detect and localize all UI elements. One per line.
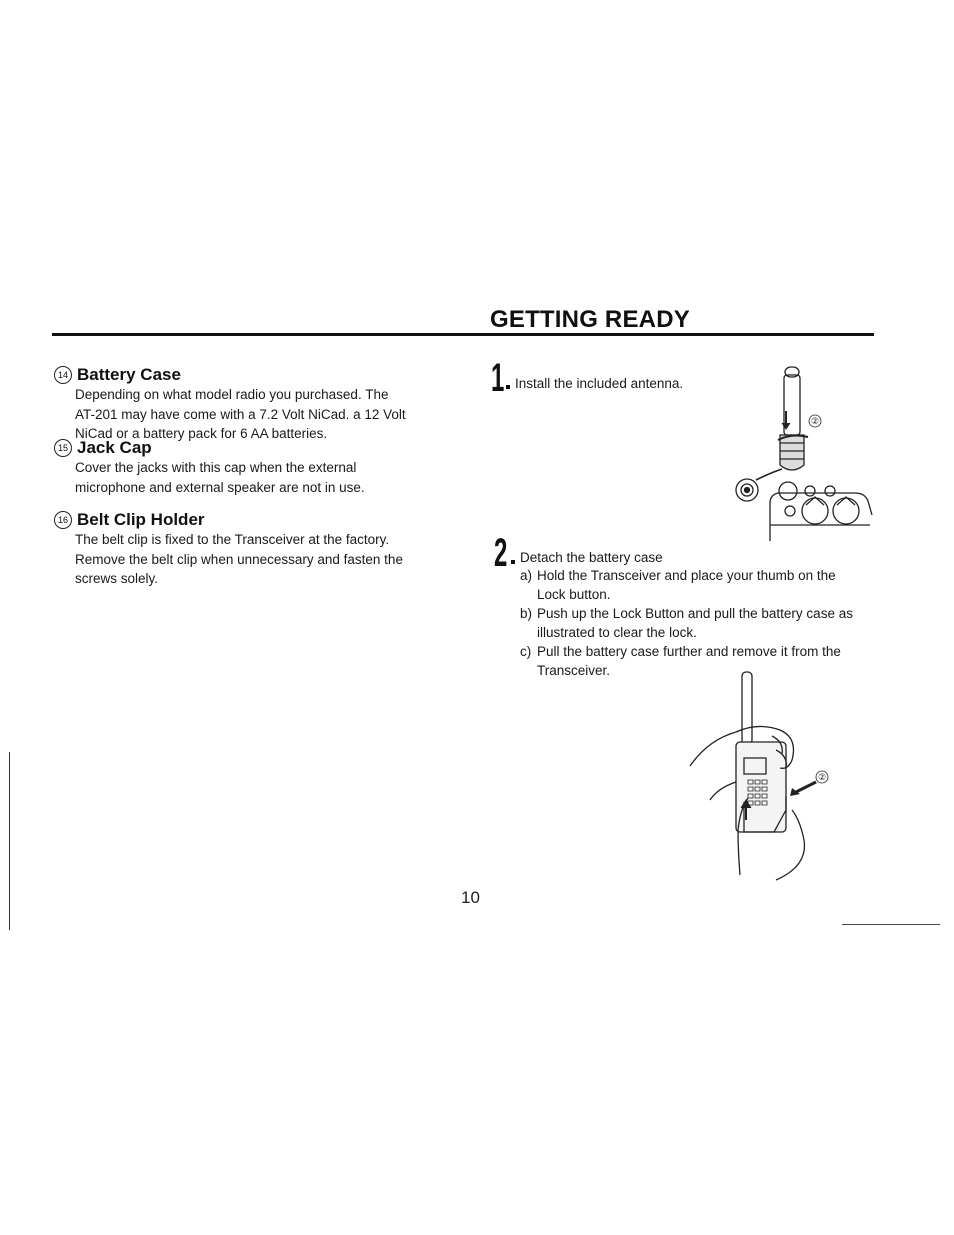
step-dot — [506, 385, 510, 389]
step-dot — [511, 560, 515, 564]
substep-marker: b) — [520, 606, 533, 621]
substep-text — [537, 604, 853, 642]
figure-label-text: ② — [817, 773, 827, 783]
body-line: The belt clip is fixed to the Transceiver at the factory. — [75, 532, 390, 547]
section-heading — [54, 510, 434, 530]
heading-text: Battery Case — [77, 365, 181, 384]
substep-marker: c) — [520, 644, 532, 659]
step-number-1: 1 — [491, 356, 505, 400]
substep-marker: a) — [520, 568, 533, 583]
heading-text: Jack Cap — [77, 438, 152, 457]
substep-line: Hold the Transceiver and place your thumb on the — [537, 568, 836, 583]
substep-list — [520, 566, 880, 680]
body-line: Remove the belt clip when unnecessary and fasten the — [75, 551, 403, 567]
margin-line — [9, 752, 10, 930]
substep-line: Pull the battery case further and remove it from the — [537, 644, 841, 659]
substep-a — [520, 566, 880, 604]
substep-line: Transceiver. — [537, 663, 611, 678]
substep-line: Lock button. — [537, 587, 611, 602]
substep-line: illustrated to clear the lock. — [537, 625, 697, 640]
circled-number-16: 16 — [54, 511, 72, 529]
substep-text — [537, 566, 836, 604]
footer-rule — [842, 924, 940, 925]
section-battery-case — [54, 365, 434, 444]
step-2-text: Detach the battery case — [520, 550, 663, 565]
page-title: GETTING READY — [490, 306, 690, 333]
body-line: NiCad or a battery pack for 6 AA batteries. — [75, 426, 328, 441]
section-heading — [54, 365, 434, 385]
page-number: 10 — [461, 888, 480, 907]
body-line: screws solely. — [75, 571, 159, 586]
heading-text: Belt Clip Holder — [77, 510, 205, 529]
section-body — [75, 458, 434, 497]
substep-b — [520, 604, 880, 642]
body-line: Cover the jacks with this cap when the external — [75, 460, 357, 475]
circled-number-15: 15 — [54, 439, 72, 457]
section-jack-cap — [54, 438, 434, 497]
battery-removal-illustration — [688, 670, 848, 885]
section-body — [75, 385, 434, 444]
section-belt-clip-holder — [54, 510, 434, 589]
substep-line: Push up the Lock Button and pull the battery case as — [537, 606, 853, 621]
step-1-text: Install the included antenna. — [515, 376, 684, 391]
body-line: AT-201 may have come with a 7.2 Volt NiCad. a 12 Volt — [75, 406, 406, 422]
section-heading — [54, 438, 434, 458]
antenna-illustration — [730, 365, 890, 545]
body-line: Depending on what model radio you purchased. The — [75, 387, 389, 402]
circled-number-14: 14 — [54, 366, 72, 384]
figure-label-text: ② — [810, 417, 820, 427]
body-line: microphone and external speaker are not in use. — [75, 479, 365, 495]
header-rule — [52, 333, 874, 336]
step-number-2: 2 — [494, 531, 508, 575]
section-body — [75, 530, 434, 589]
